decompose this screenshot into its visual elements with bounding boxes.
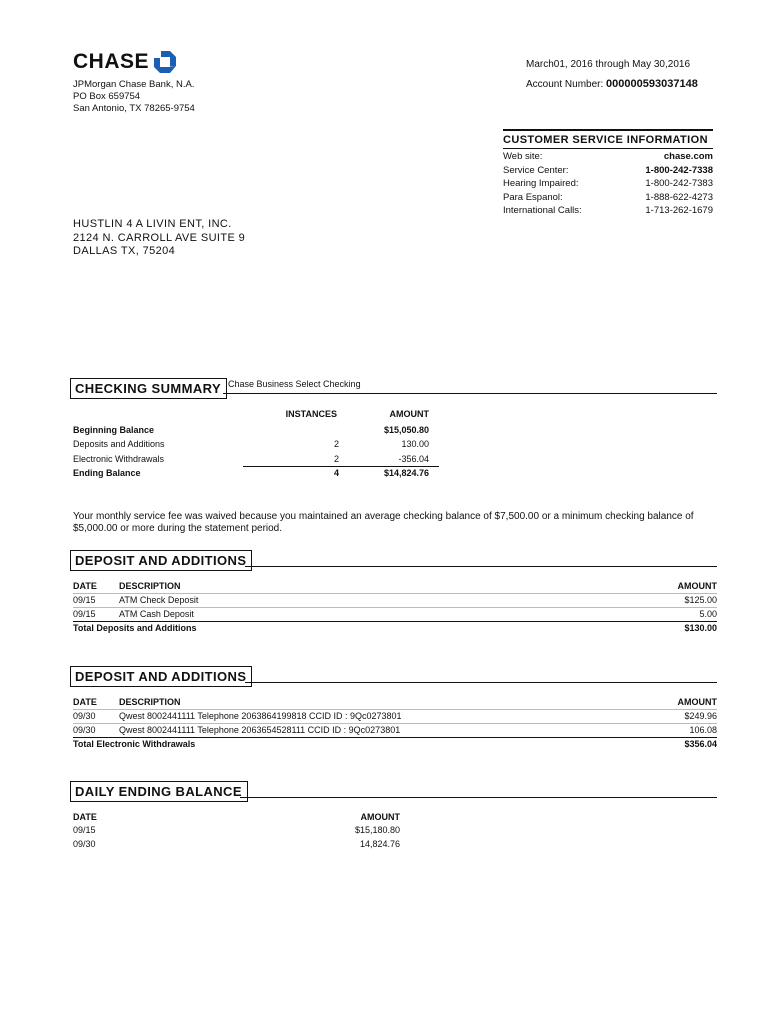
bank-name: JPMorgan Chase Bank, N.A. [73,79,195,90]
summary-row-total [73,468,439,482]
total-label: Total Deposits and Additions [73,623,197,633]
customer-name: HUSTLIN 4 A LIVIN ENT, INC. [73,218,232,230]
service-fee-note: Your monthly service fee was waived because you maintained an average checking balance of $7,500.00 or a minimum checking balance of $5,000.00 or more during the statement period. [73,511,694,534]
cs-label: Para Espanol: [503,191,563,203]
daily-balance-header-row [73,811,400,825]
deposits-header-row [73,580,717,594]
summary-instances: 4 [333,468,339,478]
col-date: DATE [73,581,97,591]
row-amount: 5.00 [699,609,717,619]
row-date: 09/30 [73,839,96,849]
col-date: DATE [73,697,97,707]
customer-service-box [503,129,713,218]
summary-amount: -356.04 [398,454,429,464]
customer-street: 2124 N. CARROLL AVE SUITE 9 [73,231,246,244]
account-number-label: Account Number: [526,79,604,90]
customer-address [73,218,245,259]
row-description: Qwest 8002441111 Telephone 2063654528111 CCID ID : 9Qc0273801 [119,725,401,735]
total-amount: $130.00 [684,623,717,633]
row-amount: 106.08 [689,725,717,735]
cs-label: International Calls: [503,205,582,217]
section-divider [240,797,717,798]
table-row [73,593,717,608]
row-date: 09/15 [73,609,96,619]
cs-label: Hearing Impaired: [503,178,579,190]
section-divider [245,566,717,567]
summary-instances: 2 [333,439,339,449]
summary-label: Electronic Withdrawals [73,454,165,464]
total-amount: $356.04 [684,739,717,749]
summary-total-rule [243,466,439,467]
row-date: 09/30 [73,725,96,735]
row-description: ATM Check Deposit [119,595,199,605]
col-description: DESCRIPTION [119,581,181,591]
cs-value: 1-800-242-7338 [645,164,713,176]
row-description: Qwest 8002441111 Telephone 2063864199818 CCID ID : 9Qc0273801 [119,711,402,721]
col-description: DESCRIPTION [119,697,181,707]
row-date: 09/30 [73,711,96,721]
bank-city: San Antonio, TX 78265-9754 [73,103,195,114]
summary-label: Ending Balance [73,468,141,478]
summary-amount: $15,050.80 [383,425,429,435]
table-row [73,607,717,622]
deposits-total-row [73,621,717,636]
total-label: Total Electronic Withdrawals [73,739,196,749]
summary-amount: $14,824.76 [383,468,429,478]
table-row [73,723,717,738]
daily-balance-row [73,839,400,853]
summary-row [73,425,439,439]
cs-value: 1-800-242-7383 [645,178,713,190]
table-row [73,709,717,724]
account-number-line [526,78,698,90]
col-instances: INSTANCES [285,409,337,419]
summary-row [73,439,439,453]
cs-value: 1-888-622-4273 [645,191,713,203]
withdrawals-total-row [73,737,717,752]
section-divider [223,393,717,394]
cs-row-website [503,150,713,164]
col-amount: AMOUNT [677,697,717,707]
summary-label: Beginning Balance [73,425,155,435]
col-amount: AMOUNT [360,812,400,822]
chase-logo [73,50,176,74]
withdrawals-section-title: DEPOSIT AND ADDITIONS [70,666,252,687]
section-divider [245,682,717,683]
account-number: 000000593037148 [606,78,698,90]
col-date: DATE [73,812,97,822]
row-date: 09/15 [73,825,96,835]
statement-period: March01, 2016 through May 30,2016 [526,59,690,70]
row-date: 09/15 [73,595,96,605]
cs-label: Web site: [503,151,543,162]
row-amount: 14,824.76 [359,839,400,849]
summary-amount: 130.00 [401,439,429,449]
account-product-name: Chase Business Select Checking [228,379,361,389]
cs-row-international [503,204,713,218]
customer-city: DALLAS TX, 75204 [73,245,176,257]
summary-label: Deposits and Additions [73,439,165,449]
cs-row-service-center [503,164,713,178]
customer-service-title: CUSTOMER SERVICE INFORMATION [503,129,713,149]
daily-balance-row [73,825,400,839]
bank-po-box: PO Box 659754 [73,91,141,102]
summary-instances: 2 [333,454,339,464]
cs-row-para-espanol [503,191,713,205]
bank-address [73,79,195,115]
cs-label: Service Center: [503,164,569,176]
cs-value: 1-713-262-1679 [645,205,713,217]
summary-header-row [73,408,439,422]
chase-octagon-icon [154,51,176,73]
cs-row-hearing-impaired [503,177,713,191]
daily-balance-title: DAILY ENDING BALANCE [70,781,248,802]
withdrawals-header-row [73,696,717,710]
row-description: ATM Cash Deposit [119,609,194,619]
row-amount: $125.00 [684,595,717,605]
row-amount: $249.96 [684,711,717,721]
col-amount: AMOUNT [389,409,429,419]
checking-summary-title: CHECKING SUMMARY [70,378,227,399]
row-amount: $15,180.80 [354,825,400,835]
col-amount: AMOUNT [677,581,717,591]
website-link[interactable]: chase.com [663,151,713,162]
logo-text: CHASE [73,50,150,73]
deposits-section-title: DEPOSIT AND ADDITIONS [70,550,252,571]
